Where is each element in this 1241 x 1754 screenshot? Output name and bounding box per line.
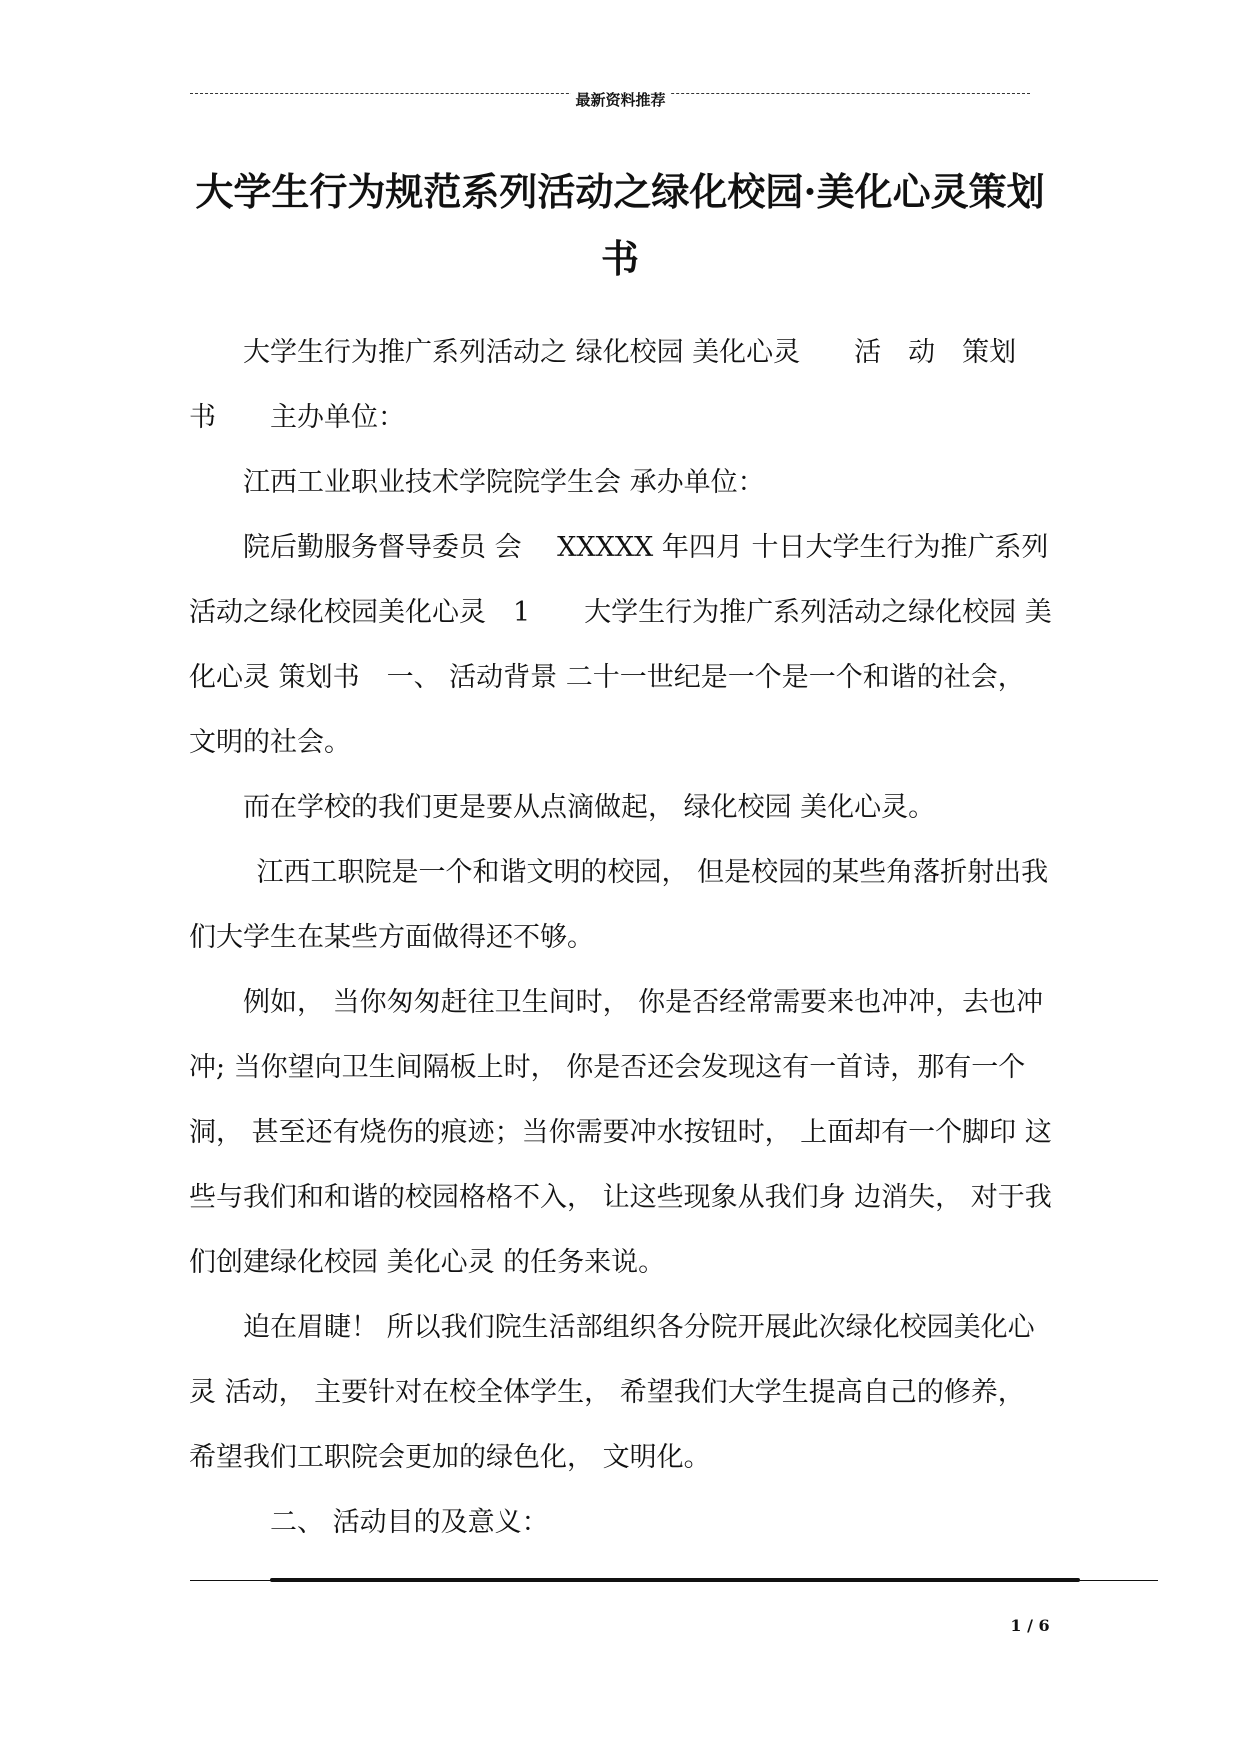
paragraph: 而在学校的我们更是要从点滴做起， 绿化校园 美化心灵。 bbox=[243, 792, 936, 823]
page-number: 1 / 6 bbox=[1010, 1616, 1050, 1635]
paragraph: 江西工业职业技术学院院学生会 承办单位： bbox=[243, 467, 765, 498]
section-heading: 二、 活动目的及意义： bbox=[270, 1507, 549, 1538]
document-title: 大学生行为规范系列活动之绿化校园·美化心灵策划书 bbox=[195, 169, 1045, 281]
paragraph: 院后勤服务督导委员 会 XXXXX 年四月 十日大学生行为推广系列活动之绿化校园美化心灵 1 大学生行为推广系列活动之绿化校园 美化心灵 策划书 一、 活动背景 二十一世纪是一个是一个和谐的社会， 文明的社会。 bbox=[189, 532, 1052, 758]
footer-rule-thick bbox=[270, 1578, 1080, 1582]
header-label: 最新资料推荐 bbox=[0, 90, 1241, 110]
document-body bbox=[189, 320, 1055, 1555]
paragraph: 大学生行为推广系列活动之 绿化校园 美化心灵 活 动 策划 书 主办单位： bbox=[189, 337, 1044, 433]
paragraph: 例如， 当你匆匆赶往卫生间时， 你是否经常需要来也冲冲，去也冲冲; 当你望向卫生间隔板上时， 你是否还会发现这有一首诗，那有一个洞， 甚至还有烧伤的痕迹；当你需要冲水按钮时， 上面却有一个脚印 这些与我们和和谐的校园格格不入， 让这些现象从我们身 边消失， 对于我们创建绿化校园 美化心灵 的任务来说。 bbox=[189, 987, 1052, 1278]
paragraph: 迫在眉睫！ 所以我们院生活部组织各分院开展此次绿化校园美化心灵 活动， 主要针对在校全体学生， 希望我们大学生提高自己的修养， 希望我们工职院会更加的绿色化， 文明化。 bbox=[189, 1312, 1035, 1473]
paragraph: 江西工职院是一个和谐文明的校园， 但是校园的某些角落折射出我们大学生在某些方面做得还不够。 bbox=[189, 857, 1049, 953]
